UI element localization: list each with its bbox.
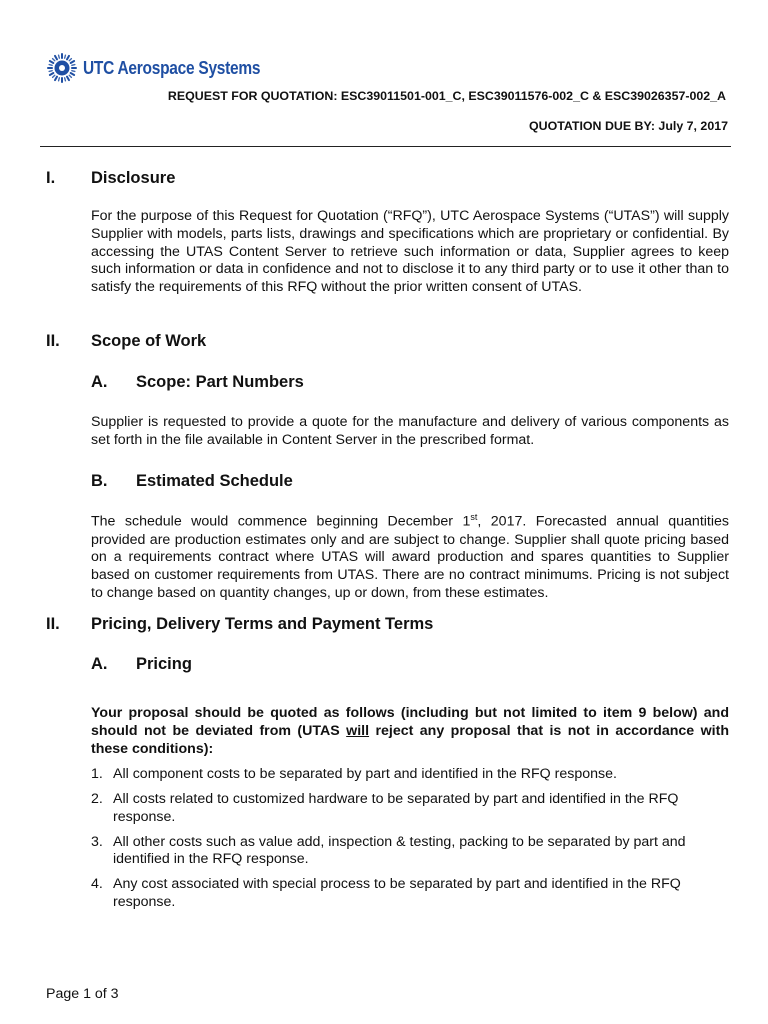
schedule-text-start: The schedule would commence beginning December 1 (91, 513, 471, 530)
list-text: All component costs to be separated by part and identified in the RFQ response. (113, 766, 617, 782)
utc-logo-icon (46, 52, 78, 84)
list-item (91, 766, 731, 784)
subsection-title: Pricing (136, 655, 192, 673)
list-item (91, 834, 731, 869)
section-number: II. (46, 332, 60, 350)
section-number: II. (46, 615, 60, 633)
disclosure-paragraph: For the purpose of this Request for Quotation (“RFQ”), UTC Aerospace Systems (“UTAS”) will supply Supplier with models, parts lists, drawings and specifications which are proprietary or confidential. By accessing the UTAS Content Server to retrieve such information or data, Supplier agrees to keep such information or data in confidence and not to disclose it to any third party or to use it other than to satisfy the requirements of this RFQ without the prior written consent of UTAS. (91, 208, 729, 296)
list-text: Any cost associated with special process to be separated by part and identified in the RFQ response. (113, 876, 681, 911)
due-label: QUOTATION DUE BY: (529, 119, 655, 133)
pricing-intro-start: Your proposal should be quoted as follows (including but not limited to item 9 below) and should not be deviated from (UTAS (91, 705, 729, 739)
scope-paragraph: Supplier is requested to provide a quote for the manufacture and delivery of various components as set forth in the file available in Content Server in the prescribed format. (91, 414, 729, 448)
list-item (91, 876, 731, 911)
list-number: 4. (91, 876, 103, 893)
subsection-title: Scope: Part Numbers (136, 373, 304, 391)
emphasis-will: will (346, 722, 370, 739)
list-number: 2. (91, 791, 103, 808)
company-logo (46, 52, 289, 84)
section-title: Disclosure (91, 169, 176, 187)
subsection-letter: A. (91, 373, 108, 391)
logo-text: UTC Aerospace Systems (83, 57, 261, 78)
subsection-letter: A. (91, 655, 108, 673)
section-number: I. (46, 169, 56, 187)
pricing-intro (91, 705, 729, 758)
due-line (529, 119, 728, 133)
page-number: Page 1 of 3 (46, 986, 119, 1002)
ordinal-suffix: st (470, 512, 478, 522)
due-date: July 7, 2017 (658, 119, 728, 133)
pricing-intro-end: reject any proposal that is not in accordance with these conditions): (91, 722, 729, 757)
section-title: Scope of Work (91, 332, 207, 350)
subsection-letter: B. (91, 472, 108, 490)
schedule-text-rest: , 2017. Forecasted annual quantities provided are production estimates only and are subject to change. Supplier shall quote pricing based on a requirements contract where UTAS will award production and spares quantities to Supplier based on customer requirements from UTAS. There are no contract minimums. Pricing is not subject to change based on quantity changes, up or down, from these estimates. (91, 513, 729, 601)
header-divider (40, 146, 731, 147)
pricing-conditions-list (91, 766, 731, 919)
list-number: 1. (91, 766, 103, 782)
rfq-line: REQUEST FOR QUOTATION: ESC39011501-001_C, ESC39011576-002_C & ESC39026357-002_A (167, 89, 726, 103)
subsection-title: Estimated Schedule (136, 472, 293, 490)
schedule-paragraph (91, 509, 729, 603)
list-text: All other costs such as value add, inspection & testing, packing to be separated by part and identified in the RFQ response. (113, 833, 686, 868)
section-title: Pricing, Delivery Terms and Payment Terms (91, 615, 434, 633)
list-text: All costs related to customized hardware to be separated by part and identified in the RFQ response. (113, 791, 679, 825)
list-number: 3. (91, 833, 103, 850)
list-item (91, 791, 731, 826)
